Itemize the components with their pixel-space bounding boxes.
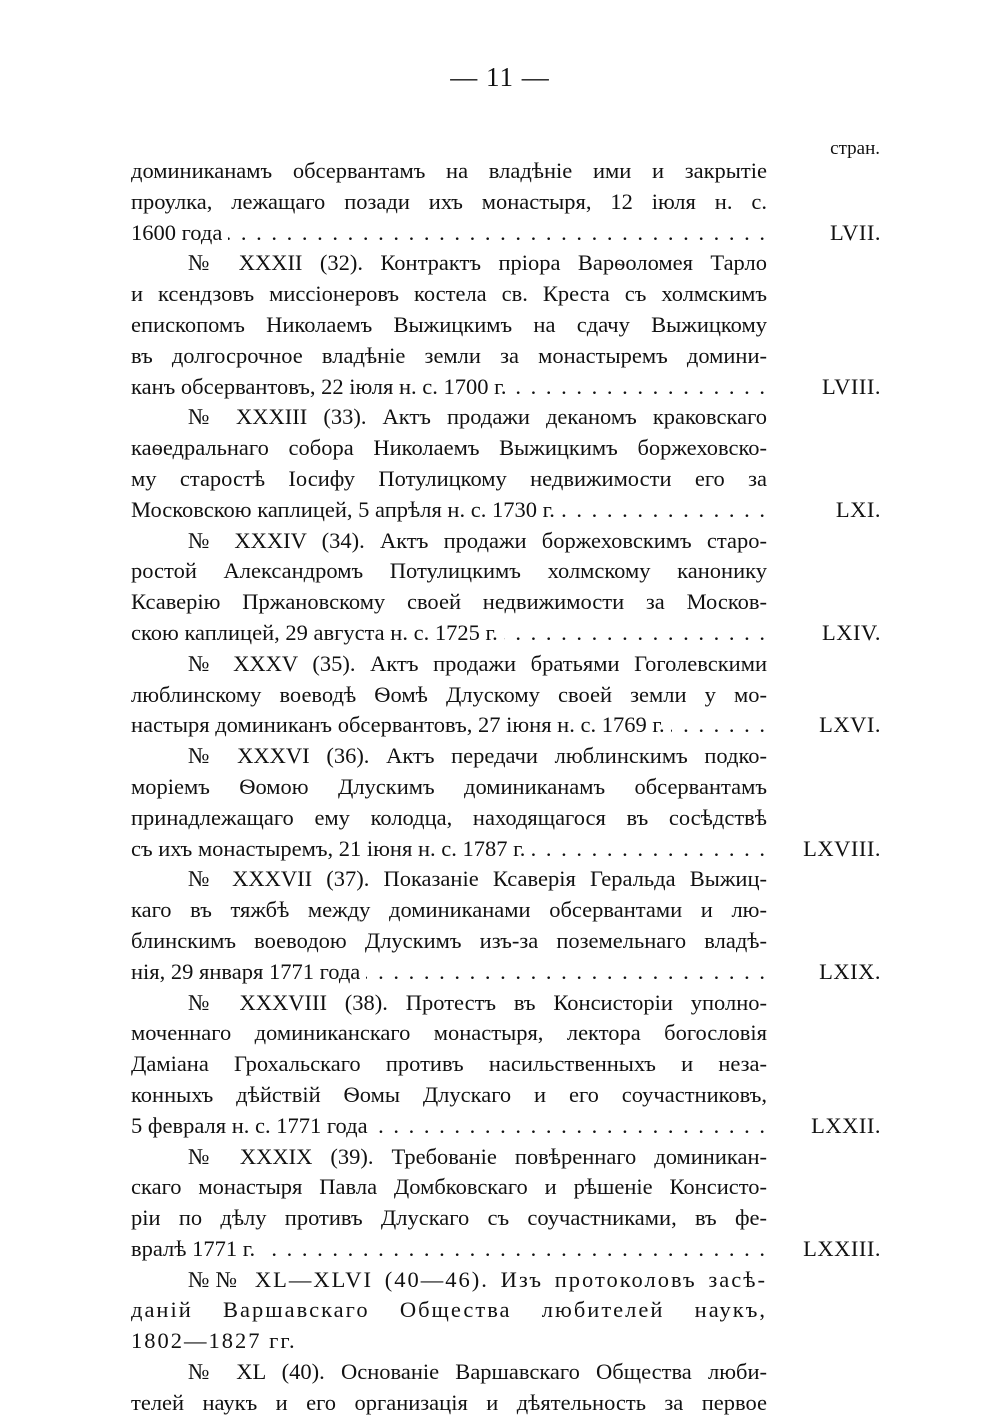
toc-entry-line: [131, 248, 767, 279]
toc-page-reference: LXI.: [835, 496, 881, 522]
toc-entry: [131, 741, 881, 864]
toc-entry-text: скою каплицей, 29 августа н. с. 1725 г.: [131, 620, 504, 645]
toc-entry-text: принадлежащаго ему колодца, находящагося въ сосѣдствѣ: [131, 804, 767, 830]
toc-entry-line: [131, 156, 767, 187]
page-number: — 11 —: [450, 62, 550, 92]
toc-entry-text: вралѣ 1771 г.: [131, 1236, 261, 1261]
toc-entry-line: [131, 1326, 767, 1357]
toc-entry-line: [131, 1142, 767, 1173]
toc-entry-line: [131, 864, 767, 895]
toc-entry-text: скаго монастыря Павла Домбковскаго и рѣшеніе Консисто-: [131, 1174, 767, 1200]
toc-entry-line: [131, 433, 767, 464]
toc-entry: [131, 1142, 881, 1265]
toc-entry-text: и ксендзовъ миссіонеровъ костела св. Креста съ холмскимъ: [131, 281, 767, 307]
toc-entry-text: съ ихъ монастыремъ, 21 іюня н. с. 1787 г.: [131, 836, 531, 861]
toc-entry-text: каѳедральнаго собора Николаемъ Выжицкимъ боржеховско-: [131, 435, 767, 461]
toc-entry-line: [131, 926, 767, 957]
toc-entry-text: 5 февраля н. с. 1771 года: [131, 1113, 374, 1138]
toc-entry-line: [131, 402, 767, 433]
toc-entry-line: [131, 803, 767, 834]
toc-entry-line: [131, 1172, 767, 1203]
toc-entry-text: доминиканамъ обсервантамъ на владѣніе ими и закрытіе: [131, 158, 767, 183]
toc-page-reference: LXVIII.: [803, 835, 881, 861]
toc-page-reference: LXIX.: [819, 958, 881, 984]
toc-entry-line: [131, 1234, 767, 1265]
toc-entry-line: [131, 1265, 767, 1296]
toc-entry-line: [131, 464, 767, 495]
toc-entry-text: ростой Александромъ Потулицкимъ холмскому канонику: [131, 558, 767, 584]
toc-entry-line: [131, 310, 767, 341]
toc-entry-line: [131, 372, 767, 403]
toc-page-reference: LVIII.: [821, 373, 881, 399]
toc-entry-line: [131, 495, 767, 526]
page-column-header: стран.: [830, 138, 880, 159]
toc-entry-line: [131, 1080, 767, 1111]
toc-entry-text: нія, 29 января 1771 года: [131, 959, 366, 984]
toc-entry-text: блинскимъ воеводою Длускимъ изъ-за поземельнаго владѣ-: [131, 927, 767, 953]
toc-entry-text: № XXXIII (33). Актъ продажи деканомъ краковскаго: [188, 404, 767, 430]
toc-entry-text: № XL (40). Основаніе Варшавскаго Общества люби-: [188, 1359, 767, 1385]
toc-entry-line: [131, 218, 767, 249]
toc-entry-line: [131, 1203, 767, 1234]
toc-entry-text: 1600 года: [131, 220, 228, 245]
toc-entry: [131, 649, 881, 741]
toc-entry: [131, 988, 881, 1142]
toc-entry-text: му старостѣ Іосифу Потулицкому недвижимости его за: [131, 465, 767, 491]
toc-entry: [131, 864, 881, 987]
toc-entry-line: [131, 279, 767, 310]
toc-entry-line: [131, 1357, 767, 1388]
toc-entry-line: [131, 895, 767, 926]
toc-entry-text: 1802—1827 гг.: [131, 1328, 297, 1354]
toc-entry-text: моченнаго доминиканскаго монастыря, лектора богословія: [131, 1020, 767, 1046]
toc-entry-text: Московскою каплицей, 5 апрѣля н. с. 1730 г.: [131, 497, 561, 522]
toc-entry-text: № XXXII (32). Контрактъ пріора Варѳоломея Тарло: [188, 250, 767, 276]
toc-entry-text: Даміана Грохальскаго противъ насильственныхъ и неза-: [131, 1051, 767, 1077]
toc-page-reference: LXXII.: [811, 1112, 881, 1138]
toc-entry-text: каго въ тяжбѣ между доминиканами обсервантами и лю-: [131, 897, 767, 923]
toc-entry-text: № XXXVIII (38). Протестъ въ Консисторіи уполно-: [188, 989, 767, 1015]
toc-entry: [131, 1357, 881, 1419]
toc-entry-line: [131, 1295, 767, 1326]
toc-page-reference: LVII.: [829, 219, 881, 245]
toc-entry-text: № XXXIV (34). Актъ продажи боржеховскимъ старо-: [188, 527, 767, 553]
toc-entry-text: люблинскому воеводѣ Ѳомѣ Длускому своей земли у мо-: [131, 681, 767, 707]
toc-entry-text: № XXXIX (39). Требованіе повѣреннаго доминикан-: [188, 1143, 767, 1169]
toc-entry-line: [131, 1049, 767, 1080]
toc-entry-line: [131, 741, 767, 772]
toc-entry-line: [131, 526, 767, 557]
toc-entry-text: канъ обсервантовъ, 22 іюля н. с. 1700 г.: [131, 374, 512, 399]
toc-entry-line: [131, 618, 767, 649]
toc-entry-line: [131, 772, 767, 803]
toc-page-reference: LXIV.: [822, 619, 881, 645]
toc-entry-text: даній Варшавскаго Общества любителей наукъ,: [131, 1297, 767, 1323]
toc-entry-text: № XXXVII (37). Показаніе Ксаверія Геральда Выжиц-: [188, 866, 767, 892]
toc-entry-line: [131, 587, 767, 618]
toc-entry: [131, 156, 881, 248]
toc-entry-line: [131, 187, 767, 218]
toc-entry-text: проулка, лежащаго позади ихъ монастыря, 12 іюля н. с.: [131, 188, 767, 214]
toc-entry-text: № XXXV (35). Актъ продажи братьями Гоголевскими: [188, 650, 767, 676]
toc-entry-text: моріемъ Ѳомою Длускимъ доминиканамъ обсервантамъ: [131, 773, 767, 799]
toc-entry-line: [131, 1018, 767, 1049]
toc-entry: [131, 402, 881, 525]
toc-page-reference: LXXIII.: [803, 1235, 881, 1261]
toc-entry-line: [131, 834, 767, 865]
toc-page-reference: LXVI.: [819, 712, 881, 738]
toc-entry-line: [131, 957, 767, 988]
toc-entry-line: [131, 710, 767, 741]
toc-entry-line: [131, 1111, 767, 1142]
toc-entry-line: [131, 680, 767, 711]
toc-entry: [131, 1265, 881, 1357]
toc-entry: [131, 248, 881, 402]
toc-entry-line: [131, 556, 767, 587]
toc-entry-text: ріи по дѣлу противъ Длускаго съ соучастниками, въ фе-: [131, 1205, 767, 1231]
toc-entry-text: телей наукъ и его организація и дѣятельность за первое: [131, 1389, 767, 1415]
table-of-contents: [131, 156, 881, 1419]
toc-entry-text: въ долгосрочное владѣніе земли за монастыремъ домини-: [131, 342, 767, 368]
toc-entry-text: №№ XL—XLVI (40—46). Изъ протоколовъ засѣ-: [188, 1266, 767, 1292]
toc-entry-text: № XXXVI (36). Актъ передачи люблинскимъ подко-: [188, 743, 767, 769]
toc-entry-text: Ксаверію Пржановскому своей недвижимости за Москов-: [131, 589, 767, 615]
toc-entry-text: епископомъ Николаемъ Выжицкимъ на сдачу Выжицкому: [131, 311, 767, 337]
toc-entry-line: [131, 649, 767, 680]
toc-entry-line: [131, 1388, 767, 1419]
toc-entry: [131, 526, 881, 649]
toc-entry-text: конныхъ дѣйствій Ѳомы Длускаго и его соучастниковъ,: [131, 1081, 767, 1107]
toc-entry-text: настыря доминиканъ обсервантовъ, 27 іюня н. с. 1769 г.: [131, 712, 671, 737]
toc-entry-line: [131, 988, 767, 1019]
toc-entry-line: [131, 341, 767, 372]
